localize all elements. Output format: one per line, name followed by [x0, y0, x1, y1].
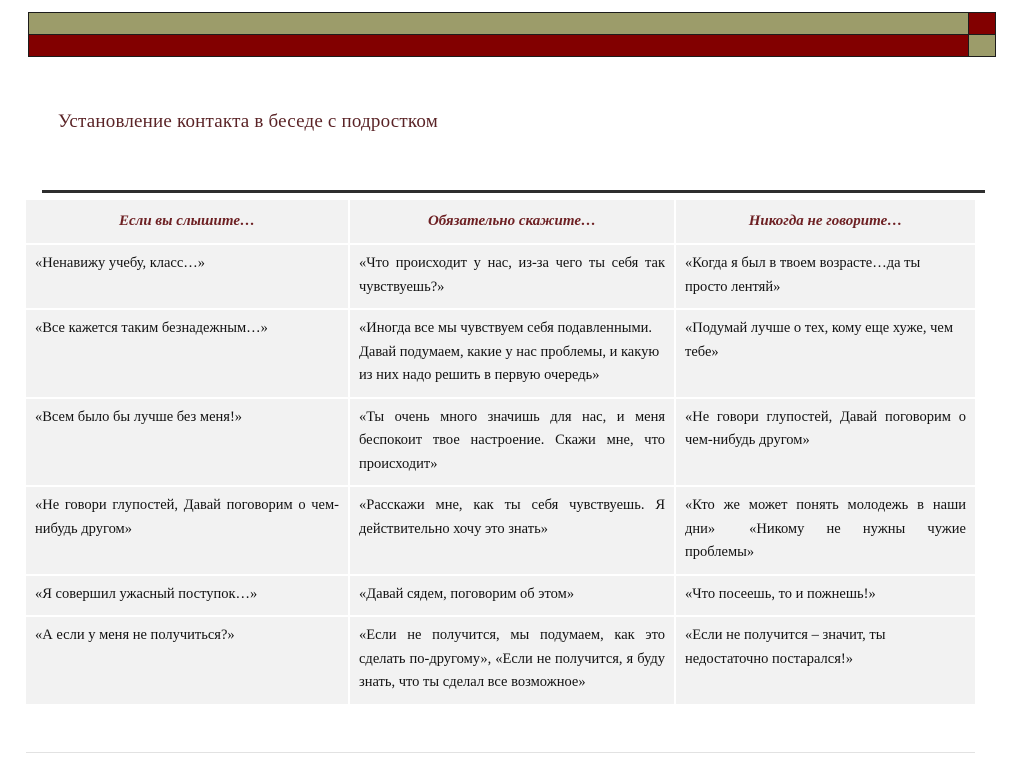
table-top-rule: [42, 190, 985, 193]
table-row: [26, 576, 975, 615]
cell-never: [674, 487, 975, 573]
cell-hear: «Всем было бы лучше без меня!»: [26, 399, 348, 485]
dialogue-table: [26, 198, 975, 706]
cell-never: «Что посеешь, то и пожнешь!»: [674, 576, 975, 615]
table-row: [26, 487, 975, 573]
cell-hear: «А если у меня не получиться?»: [26, 617, 348, 703]
cell-never: «Когда я был в твоем возрасте…да ты просто лентяй»: [674, 245, 975, 308]
cell-never: «Если не получится – значит, ты недостаточно постарался!»: [674, 617, 975, 703]
column-header-say: Обязательно скажите…: [348, 200, 674, 243]
cell-hear: «Я совершил ужасный поступок…»: [26, 576, 348, 615]
table-row: [26, 617, 975, 703]
cell-say: «Что происходит у нас, из-за чего ты себя так чувствуешь?»: [348, 245, 674, 308]
cell-say: «Давай сядем, поговорим об этом»: [348, 576, 674, 615]
cell-say: «Иногда все мы чувствуем себя подавленными. Давай подумаем, какие у нас проблемы, и какую из них надо решить в первую очередь»: [348, 310, 674, 396]
cell-never: «Подумай лучше о тех, кому еще хуже, чем тебе»: [674, 310, 975, 396]
dark-red-bar: [28, 34, 969, 57]
cell-never-part-2: «Никому не нужны чужие проблемы»: [685, 520, 966, 561]
table-header-row: [26, 200, 975, 243]
table-row: [26, 245, 975, 308]
cell-say: «Расскажи мне, как ты себя чувствуешь. Я действительно хочу это знать»: [348, 487, 674, 573]
cell-hear: «Ненавижу учебу, класс…»: [26, 245, 348, 308]
olive-square: [968, 34, 996, 57]
table-row: [26, 310, 975, 396]
dark-red-square: [968, 12, 996, 35]
footer-divider: [26, 752, 975, 753]
page-title: Установление контакта в беседе с подростком: [58, 110, 438, 132]
cell-never-part-1: «Кто же может понять молодежь в наши дни»: [685, 497, 966, 537]
olive-bar: [28, 12, 969, 35]
table-container: [26, 198, 975, 706]
cell-never: «Не говори глупостей, Давай поговорим о чем-нибудь другом»: [674, 399, 975, 485]
table-row: [26, 399, 975, 485]
column-header-hear: Если вы слышите…: [26, 200, 348, 243]
cell-hear: «Все кажется таким безнадежным…»: [26, 310, 348, 396]
cell-say: «Ты очень много значишь для нас, и меня беспокоит твое настроение. Скажи мне, что происходит»: [348, 399, 674, 485]
cell-say: «Если не получится, мы подумаем, как это сделать по-другому», «Если не получится, я буду знать, что ты сделал все возможное»: [348, 617, 674, 703]
decorative-header-banner: [28, 12, 996, 57]
column-header-never: Никогда не говорите…: [674, 200, 975, 243]
cell-hear: «Не говори глупостей, Давай поговорим о чем-нибудь другом»: [26, 487, 348, 573]
